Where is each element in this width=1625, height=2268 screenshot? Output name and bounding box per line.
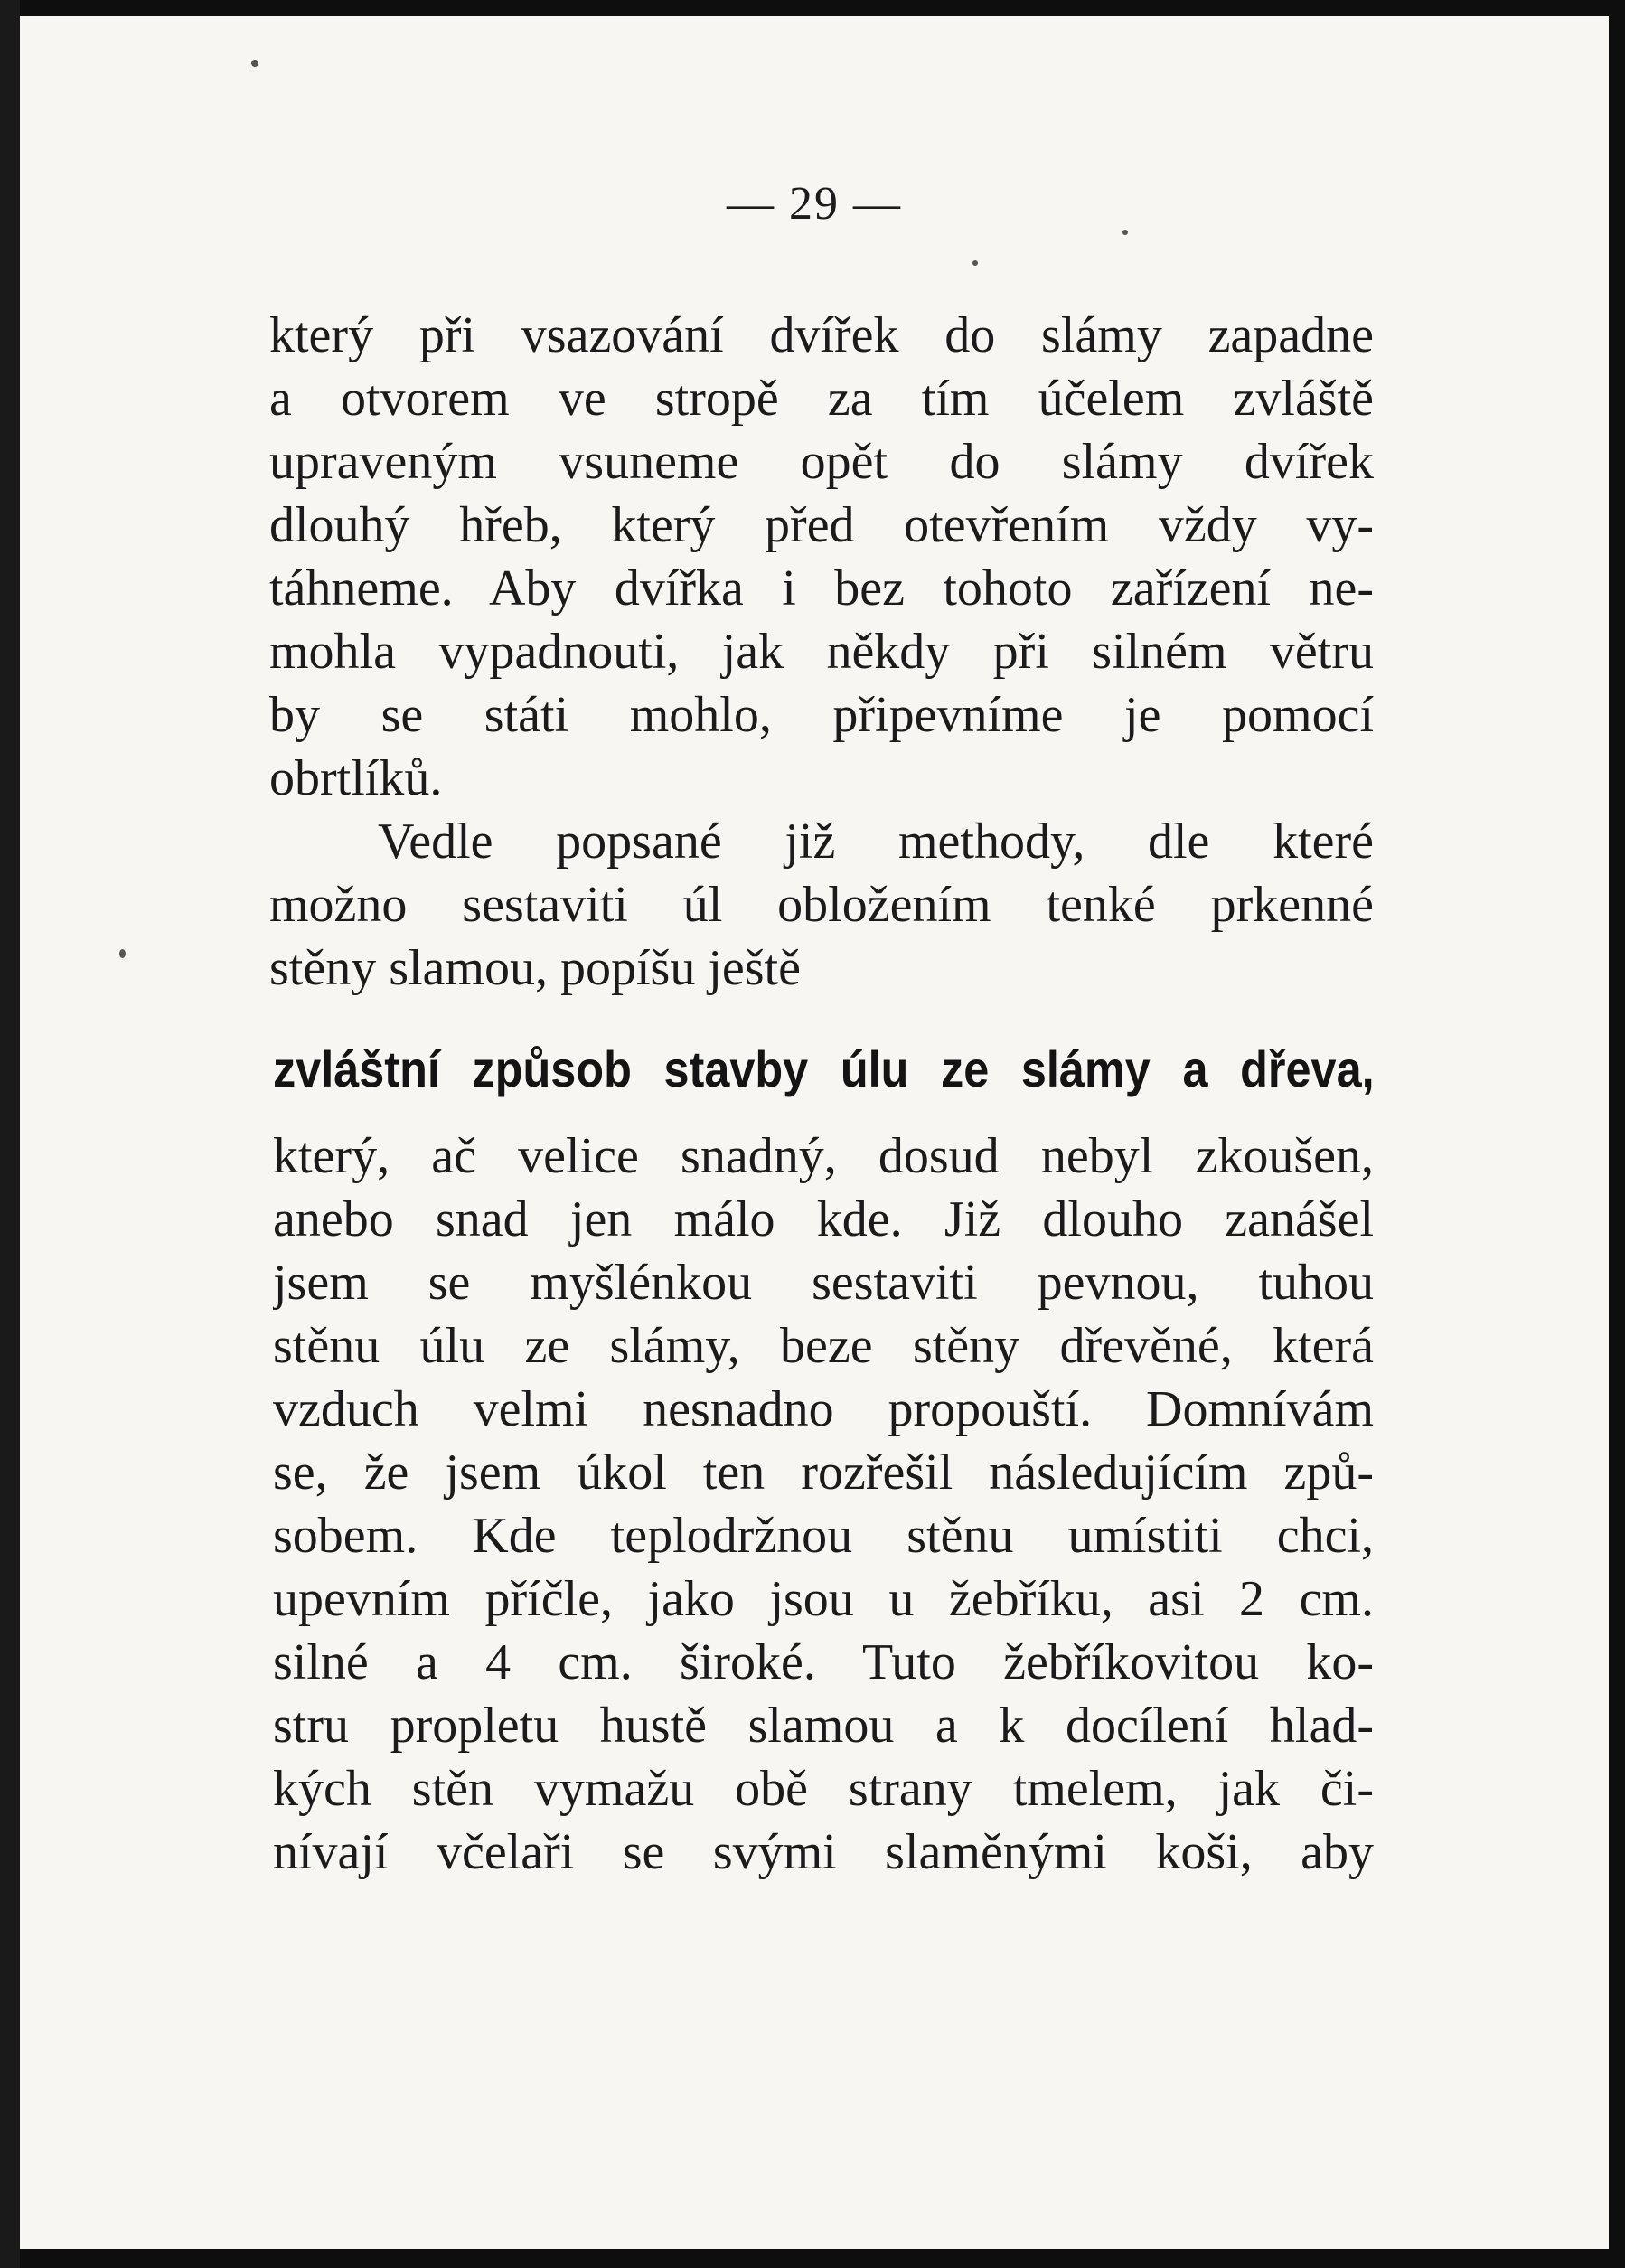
paragraph-1 xyxy=(269,304,1374,810)
text-line: upevním příčle, jako jsou u žebříku, asi 2 cm. xyxy=(273,1571,1374,1627)
text-line: jsem se myšlénkou sestaviti pevnou, tuhou xyxy=(273,1255,1374,1311)
text-line: možno sestaviti úl obložením tenké prkenné xyxy=(269,877,1374,933)
text-line: Vedle popsané již methody, dle které xyxy=(378,814,1374,870)
text-line: obrtlíků. xyxy=(269,750,443,806)
text-line: se, že jsem úkol ten rozřešil následujícím způ- xyxy=(273,1445,1374,1501)
text-line: mohla vypadnouti, jak někdy při silném větru xyxy=(269,624,1374,680)
text-line: který při vsazování dvířek do slámy zapadne xyxy=(269,307,1374,363)
text-line: upraveným vsuneme opět do slámy dvířek xyxy=(269,434,1374,490)
text-line: sobem. Kde teplodržnou stěnu umístiti chci, xyxy=(273,1508,1374,1564)
text-line: dlouhý hřeb, který před otevřením vždy vy- xyxy=(269,497,1374,553)
page-edge-shadow xyxy=(0,0,20,2268)
scan-speck xyxy=(119,949,126,958)
text-line: silné a 4 cm. široké. Tuto žebříkovitou ko- xyxy=(273,1634,1374,1690)
text-line: a otvorem ve stropě za tím účelem zvláště xyxy=(269,371,1374,427)
text-line: táhneme. Aby dvířka i bez tohoto zařízení ne- xyxy=(269,560,1374,616)
paragraph-3 xyxy=(273,1125,1374,1884)
text-line: anebo snad jen málo kde. Již dlouho zanášel xyxy=(273,1191,1374,1247)
text-line: stěnu úlu ze slámy, beze stěny dřevěné, která xyxy=(273,1318,1374,1374)
scan-speck xyxy=(972,260,978,266)
scanned-page xyxy=(20,16,1609,2249)
scan-speck xyxy=(1122,230,1128,235)
text-line: by se státi mohlo, připevníme je pomocí xyxy=(269,687,1374,743)
text-line: kých stěn vymažu obě strany tmelem, jak či- xyxy=(273,1761,1374,1817)
paragraph-2 xyxy=(269,810,1374,1000)
text-line: nívají včelaři se svými slaměnými koši, aby xyxy=(273,1824,1374,1880)
scan-speck xyxy=(251,60,258,67)
section-heading: zvláštní způsob stavby úlu ze slámy a dřeva, xyxy=(273,1040,1375,1097)
text-line: stru propletu hustě slamou a k docílení hlad- xyxy=(273,1698,1374,1754)
text-line: který, ač velice snadný, dosud nebyl zkoušen, xyxy=(273,1128,1374,1184)
text-line: stěny slamou, popíšu ještě xyxy=(269,940,801,996)
text-line: vzduch velmi nesnadno propouští. Domnívám xyxy=(273,1381,1374,1437)
page-number: — 29 — xyxy=(727,178,902,230)
